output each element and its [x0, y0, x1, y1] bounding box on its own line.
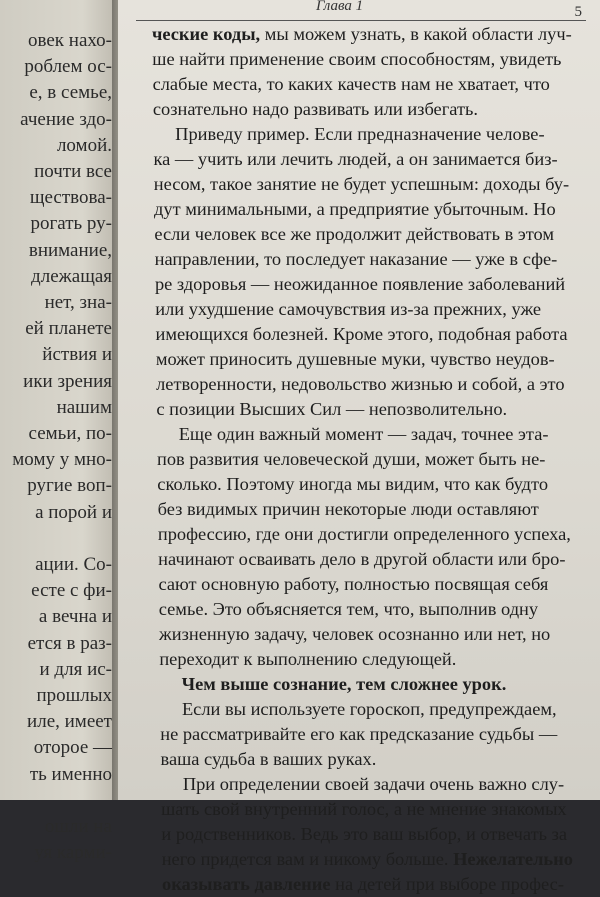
text-line: [118, 772, 600, 797]
left-page-line: йствия и: [42, 344, 112, 366]
text-run: жизненную задачу, человек осознанно или нет, но: [159, 624, 551, 644]
left-page-line: а вечна и: [38, 606, 112, 628]
page-number: 5: [574, 4, 582, 20]
text-line: [118, 697, 600, 722]
left-page-line: е, в семье,: [29, 82, 112, 104]
left-page-line: нет, зна-: [44, 292, 112, 314]
text-run: семье. Это объясняется тем, что, выполнив одну: [158, 599, 539, 619]
left-page-line: а порой и: [35, 501, 112, 523]
text-line: [118, 422, 600, 447]
left-page-line: внимание,: [28, 239, 112, 261]
left-page-line: иле, имеет: [27, 711, 112, 733]
text-line: [118, 797, 600, 822]
text-line: [118, 497, 600, 522]
left-page-line: ики зрения: [23, 370, 112, 392]
left-page-line: мому у мно-: [12, 449, 112, 471]
left-page-line: почти все: [34, 161, 112, 183]
bold-text-run: Чем выше сознание, тем сложнее урок.: [181, 674, 507, 694]
left-page-line: длежащая: [31, 265, 112, 287]
text-run: шать свой внутренний голос, а не мнение знакомых: [161, 799, 567, 819]
page-body-text: [118, 22, 600, 897]
text-run: если человек все же продолжит действовать в этом: [154, 224, 555, 244]
text-line: [118, 572, 600, 597]
text-line: [118, 147, 600, 172]
left-page-line: ется в раз-: [27, 632, 112, 654]
text-run: сают основную работу, полностью посвящая себя: [158, 574, 549, 594]
text-line: [118, 872, 600, 897]
text-run: При определении своей задачи очень важно слу-: [182, 774, 565, 794]
text-line: [118, 47, 600, 72]
text-line: [118, 622, 600, 647]
text-run: ка — учить или лечить людей, а он занимается биз-: [153, 149, 558, 169]
text-line: [118, 272, 600, 297]
chapter-title: Глава 1: [316, 0, 364, 14]
text-run: имеющихся болезней. Кроме этого, подобная работа: [155, 324, 568, 344]
left-page-line: есте с фи-: [31, 580, 112, 602]
text-run: или ухудшение самочувствия из-за прежних, уже: [155, 299, 542, 319]
text-run: переходит к выполнению следующей.: [159, 649, 457, 669]
text-line: [118, 297, 600, 322]
left-page-line: ации. Со-: [35, 554, 112, 576]
left-page-line: роблем ос-: [24, 56, 112, 78]
text-line: [118, 547, 600, 572]
text-line: [118, 222, 600, 247]
left-page-line: и для ис-: [39, 658, 112, 680]
text-line: [118, 197, 600, 222]
left-page-line: оторое —: [33, 737, 112, 759]
bold-text-run: оказывать давление: [162, 874, 331, 894]
text-line: [118, 647, 600, 672]
left-page-line: ей планете: [25, 318, 112, 340]
running-header: [136, 0, 586, 21]
text-run: летворенности, недовольство жизнью и собой, а это: [156, 374, 565, 394]
text-run: начинают осваивать дело в другой области или бро-: [158, 549, 566, 569]
text-run: направлении, то последует наказание — уже в сфе-: [154, 249, 558, 269]
text-run: сознательно надо развивать или избегать.: [152, 99, 478, 119]
text-run: не рассматривайте его как предсказание судьбы —: [160, 724, 558, 744]
text-line: [118, 822, 600, 847]
text-run: ре здоровья — неожиданное появление заболеваний: [154, 274, 566, 294]
text-line: [118, 322, 600, 347]
text-run: может приносить душевные муки, чувство неудов-: [155, 349, 555, 369]
text-line: [118, 247, 600, 272]
text-run: ше найти применение своим способностям, увидеть: [152, 49, 562, 69]
left-page-line: ществова-: [29, 187, 112, 209]
left-page-line: прошлых: [36, 685, 112, 707]
left-page-text: [0, 28, 112, 867]
left-page-line: [0, 788, 112, 814]
text-run: слабые места, то каких качеств нам не хватает, что: [152, 74, 550, 94]
text-run: него придется вам и никому больше.: [161, 849, 454, 869]
text-line: [118, 97, 600, 122]
left-page-line: семьи, по-: [28, 423, 112, 445]
left-page-line: ошли на: [44, 816, 112, 838]
left-page-line: рогать ру-: [30, 213, 112, 235]
text-run: и родственников. Ведь это ваш выбор, и отвечать за: [161, 824, 568, 844]
text-run: Если вы используете гороскоп, предупреждаем,: [181, 699, 557, 719]
text-run: мы можем узнать, в какой области луч-: [260, 24, 572, 44]
left-page-line: уя карми-: [34, 842, 112, 864]
text-run: дут минимальными, а предприятие убыточным. Но: [154, 199, 556, 219]
text-line: [118, 347, 600, 372]
left-page-line: ругие воп-: [27, 475, 112, 497]
text-line: [118, 472, 600, 497]
text-run: с позиции Высших Сил — непозволительно.: [156, 399, 508, 419]
text-line: [118, 172, 600, 197]
text-line: [118, 597, 600, 622]
left-page-line: ть именно: [29, 763, 112, 785]
bold-text-run: ческие коды,: [152, 24, 261, 44]
text-line: [118, 847, 600, 872]
text-run: на детей при выборе профес-: [330, 874, 564, 894]
text-line: [118, 397, 600, 422]
text-run: ваша судьба в ваших руках.: [160, 749, 377, 769]
text-run: профессию, где они достигли определенного успеха,: [157, 524, 571, 544]
text-line: [118, 447, 600, 472]
text-run: без видимых причин некоторые люди оставляют: [157, 499, 539, 519]
text-line: [118, 522, 600, 547]
text-line: [118, 22, 600, 47]
text-line: [118, 72, 600, 97]
text-run: сколько. Поэтому иногда мы видим, что как будто: [157, 474, 549, 494]
text-line: [118, 672, 600, 697]
left-page-line: нашим: [56, 396, 112, 418]
left-page-line: [0, 526, 112, 552]
left-page-line: ачение здо-: [20, 108, 112, 130]
text-run: Еще один важный момент — задач, точнее эта-: [178, 424, 549, 444]
text-line: [118, 722, 600, 747]
left-page-line: овек нахо-: [28, 30, 112, 51]
text-line: [118, 747, 600, 772]
text-line: [118, 372, 600, 397]
right-page: [118, 0, 600, 894]
text-line: [118, 122, 600, 147]
left-page-line: ломой.: [56, 134, 112, 156]
text-run: Приведу пример. Если предназначение челове-: [175, 124, 545, 144]
text-run: несом, такое занятие не будет успешным: доходы бу-: [153, 174, 570, 194]
text-run: пов развития человеческой души, может быть не-: [157, 449, 546, 469]
bold-text-run: Нежелательно: [453, 849, 573, 869]
left-page: [0, 0, 118, 864]
